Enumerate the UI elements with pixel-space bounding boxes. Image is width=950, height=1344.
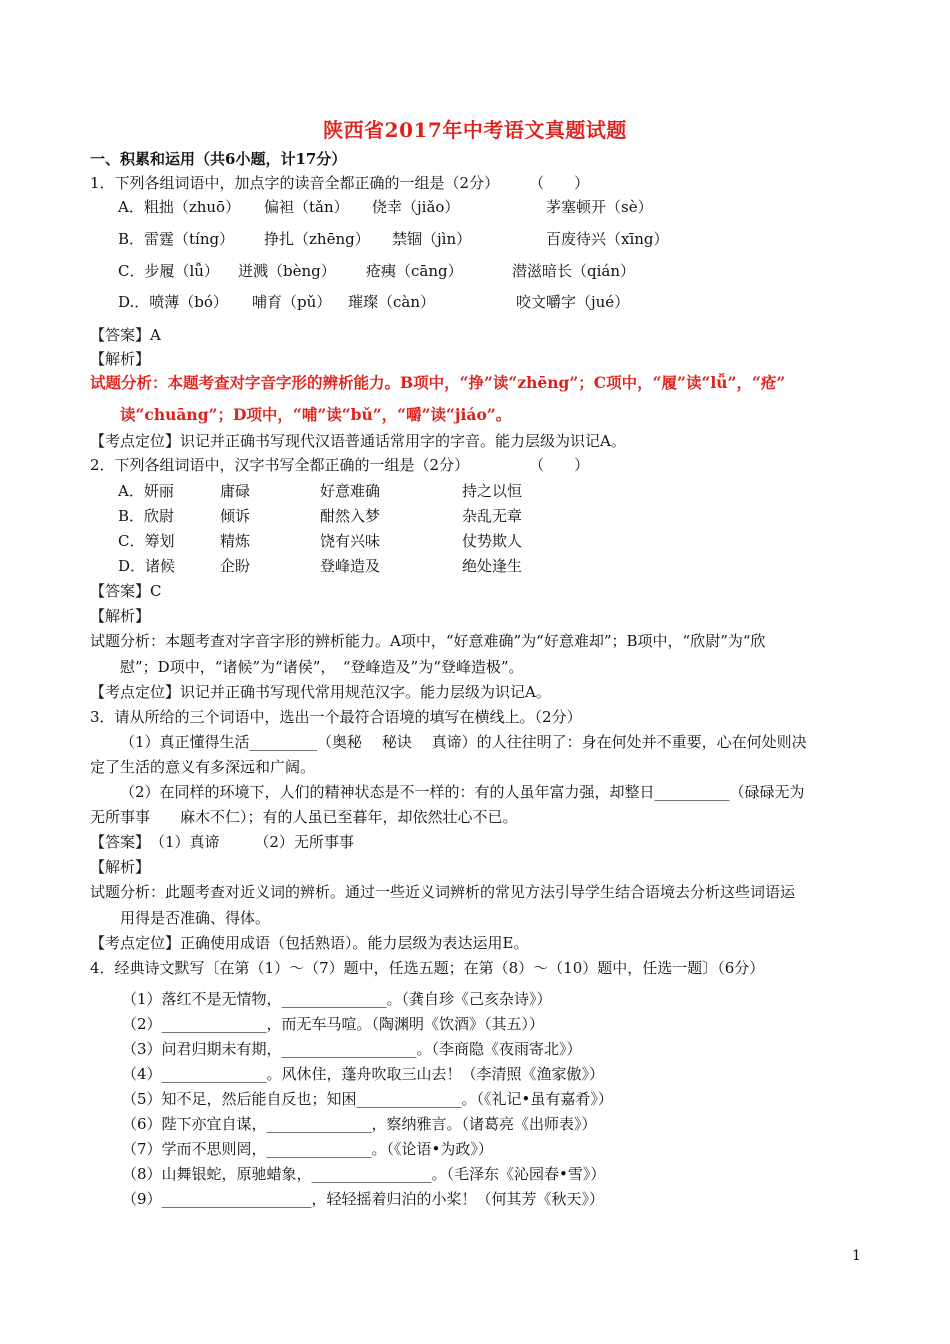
q1-stem: 1．下列各组词语中，加点字的读音全都正确的一组是（2分） （ ） xyxy=(90,174,590,192)
q4-item: （7）学而不思则罔，______________。（《论语•为政》） xyxy=(122,1140,493,1158)
q2-analysis-line1: 试题分析：本题考查对字音字形的辨析能力。A项中，“好意难确”为“好意难却”；B项中，“欣尉”为“欣 xyxy=(90,632,766,650)
q4-stem: 4．经典诗文默写〔在第（1）～（7）题中，任选五题；在第（8）～（10）题中，任选一题〕（6分） xyxy=(90,959,765,977)
q2-point: 【考点定位】识记并正确书写现代常用规范汉字。能力层级为识记A。 xyxy=(90,683,551,701)
q1-option-b: B．雷霆（tíng） 挣扎（zhēng） 禁锢（jìn） 百废待兴（xīng） xyxy=(118,230,669,248)
q2-stem: 2．下列各组词语中，汉字书写全都正确的一组是（2分） （ ） xyxy=(90,456,590,474)
q3-point: 【考点定位】正确使用成语（包括熟语）。能力层级为表达运用E。 xyxy=(90,934,529,952)
q1-analysis-label: 【解析】 xyxy=(90,350,151,368)
q1-point: 【考点定位】识记并正确书写现代汉语普通话常用字的字音。能力层级为识记A。 xyxy=(90,432,626,450)
q1-option-d: D.．喷薄（bó） 哺育（pǔ） 璀璨（càn） 咬文嚼字（jué） xyxy=(118,293,630,311)
q3-sentence1-line2: 定了生活的意义有多深远和广阔。 xyxy=(90,758,316,776)
q4-item: （1）落红不是无情物，______________。（龚自珍《己亥杂诗》） xyxy=(122,990,552,1008)
q4-item: （4）______________。风休住，蓬舟吹取三山去！（李清照《渔家傲》） xyxy=(122,1065,605,1083)
q2-analysis-label: 【解析】 xyxy=(90,607,151,625)
q4-item: （6）陛下亦宜自谋，______________，察纳雅言。（诸葛亮《出师表》） xyxy=(122,1115,597,1133)
q4-item: （9）____________________，轻轻摇着归泊的小桨！（何其芳《秋天》） xyxy=(122,1190,605,1208)
q2-option-a: A．妍丽 庸碌 好意难确 持之以恒 xyxy=(118,482,523,500)
q4-item: （8）山舞银蛇，原驰蜡象，________________。（毛泽东《沁园春•雪》） xyxy=(122,1165,606,1183)
q3-answer: 【答案】 （1）真谛 （2）无所事事 xyxy=(90,833,354,851)
q3-analysis-line1: 试题分析：此题考查对近义词的辨析。通过一些近义词辨析的常见方法引导学生结合语境去分析这些词语运 xyxy=(90,883,796,901)
q3-sentence1-line1: （1）真正懂得生活_________（奥秘 秘诀 真谛）的人往往明了：身在何处并不重要，心在何处则决 xyxy=(120,733,807,751)
q3-analysis-label: 【解析】 xyxy=(90,858,151,876)
q1-analysis-line2: 读“chuāng”；D项中，“哺”读“bǔ”，“嚼”读“jiáo”。 xyxy=(120,405,512,424)
q2-option-b: B．欣尉 倾诉 酣然入梦 杂乱无章 xyxy=(118,507,523,525)
q4-item: （3）问君归期未有期，__________________。（李商隐《夜雨寄北》） xyxy=(122,1040,582,1058)
q1-option-a: A．粗拙（zhuō） 偏袒（tǎn） 侥幸（jiǎo） 茅塞顿开（sè） xyxy=(118,198,653,216)
q1-analysis-line1: 试题分析：本题考查对字音字形的辨析能力。B项中，“挣”读“zhēng”；C项中，“履”读“lǚ”，“疮” xyxy=(90,373,786,392)
q2-option-c: C．筹划 精炼 饶有兴味 仗势欺人 xyxy=(118,532,523,550)
page-number: 1 xyxy=(852,1248,861,1264)
q2-option-d: D．诸候 企盼 登峰造及 绝处逢生 xyxy=(118,557,523,575)
q2-answer: 【答案】C xyxy=(90,582,162,600)
q4-item: （5）知不足，然后能自反也；知困______________。（《礼记•虽有嘉肴》） xyxy=(122,1090,613,1108)
q3-analysis-line2: 用得是否准确、得体。 xyxy=(120,909,271,927)
section-heading: 一、积累和运用（共6小题，计17分） xyxy=(90,150,347,168)
q4-item: （2）______________，而无车马喧。（陶渊明《饮酒》（其五）） xyxy=(122,1015,545,1033)
q1-option-c: C．步履（lǚ） 迸溅（bèng） 疮痍（cāng） 潜滋暗长（qián） xyxy=(118,262,636,280)
q3-sentence2-line2: 无所事事 麻木不仁）；有的人虽已至暮年，却依然壮心不已。 xyxy=(90,808,518,826)
q2-analysis-line2: 慰”；D项中，“诸候”为“诸侯”， “登峰造及”为“登峰造极”。 xyxy=(120,658,524,676)
page-title: 陕西省2017年中考语文真题试题 xyxy=(323,118,627,142)
q3-stem: 3．请从所给的三个词语中，选出一个最符合语境的填写在横线上。（2分） xyxy=(90,708,582,726)
q3-sentence2-line1: （2）在同样的环境下，人们的精神状态是不一样的：有的人虽年富力强，却整日__________（碌碌无为 xyxy=(120,783,805,801)
q1-answer: 【答案】A xyxy=(90,326,161,344)
